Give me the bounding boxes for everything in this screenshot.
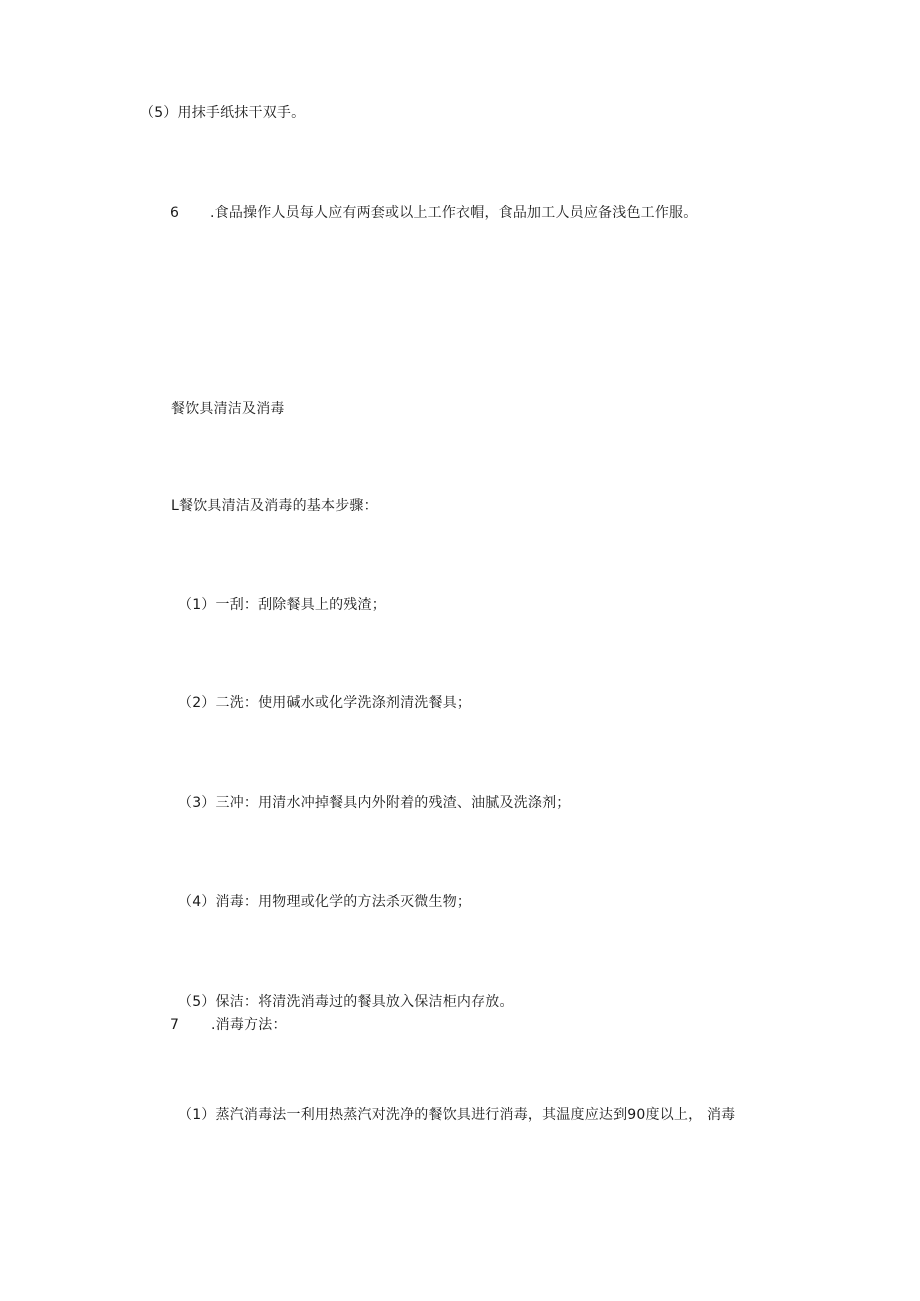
step-item: （1）一刮：刮除餐具上的残渣； <box>178 597 386 613</box>
paragraph-line: （5）用抹手纸抹干双手。 <box>140 105 306 121</box>
paragraph-line: .消毒方法： <box>211 1017 287 1033</box>
list-number: 7 <box>170 1017 179 1033</box>
step-item: （2）二洗：使用碱水或化学洗涤剂清洗餐具； <box>178 695 472 711</box>
method-item: （1）蒸汽消毒法一利用热蒸汽对洗净的餐饮具进行消毒，其温度应达到90度以上， 消毒 <box>178 1107 736 1123</box>
step-item: （3）三冲：用清水冲掉餐具内外附着的残渣、油腻及洗涤剂； <box>178 795 571 811</box>
list-number: 6 <box>170 205 179 221</box>
paragraph-line: .食品操作人员每人应有两套或以上工作衣帽，食品加工人员应备浅色工作服。 <box>210 205 698 221</box>
paragraph-line: L餐饮具清洁及消毒的基本步骤： <box>171 498 378 514</box>
step-item: （4）消毒：用物理或化学的方法杀灭微生物； <box>178 894 472 910</box>
section-heading: 餐饮具清洁及消毒 <box>171 401 285 417</box>
step-item: （5）保洁：将清洗消毒过的餐具放入保洁柜内存放。 <box>178 994 514 1010</box>
